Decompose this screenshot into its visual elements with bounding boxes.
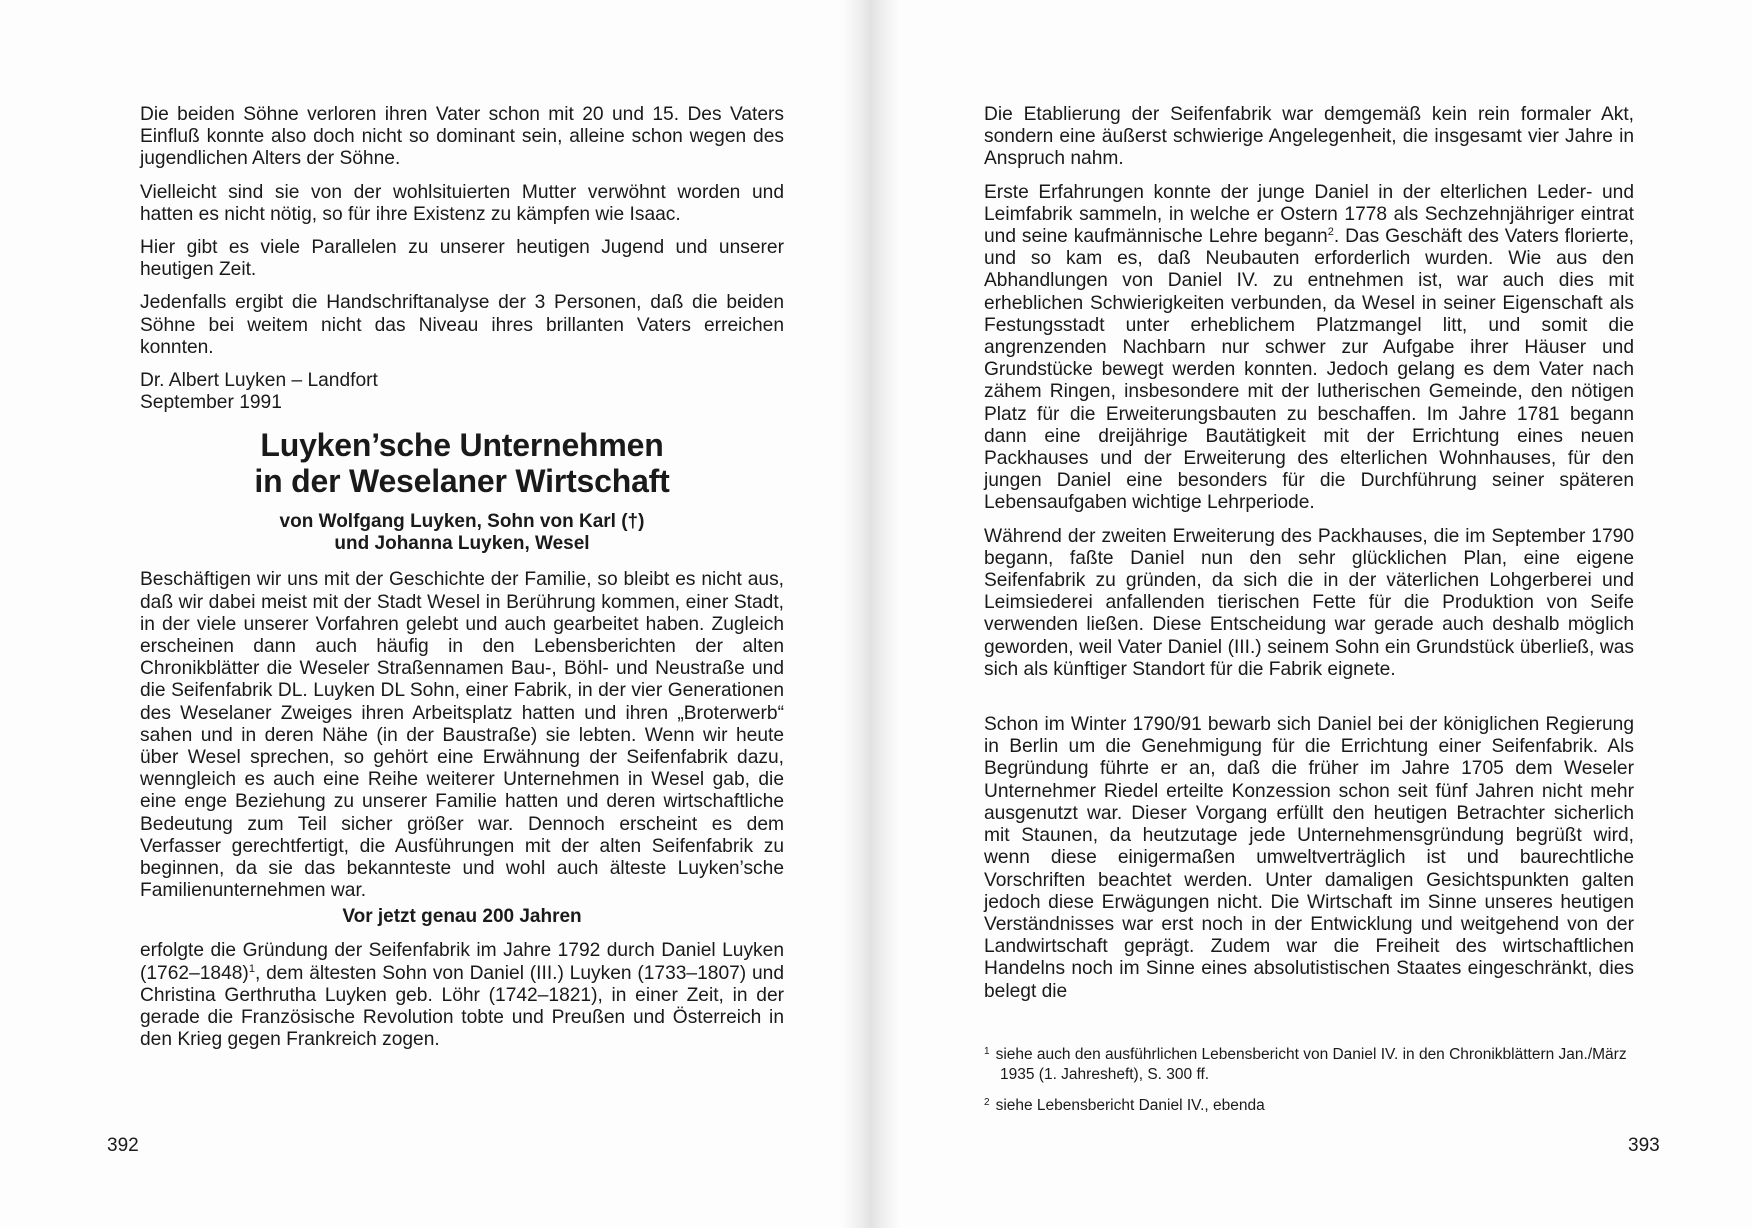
footnote-2-marker: 2	[984, 1097, 990, 1108]
authors-line-2: und Johanna Luyken, Wesel	[334, 533, 590, 555]
footnote-marker: 1	[248, 962, 255, 975]
paragraph: Schon im Winter 1790/91 bewarb sich Daniel bei der königlichen Regierung in Berlin um die Genehmigung für die Errichtung einer Seifenfabrik. Als Begründung führte er an, daß die früher im Jahre 1705 dem Weseler Unternehmer Riedel erteilte Konzession schon seit fünf Jahren nicht mehr ausgenutzt war. Dieser Vorgang erfüllt den heutigen Betrachter sicherlich mit Staunen, da heutzutage jede Unternehmensgründung begrüßt wird, wenn diese einigermaßen umweltverträglich ist und baurechtliche Vorschriften beachtet werden. Unter damaligen Gesichtspunkten galten jedoch diese Erwägungen nicht. Die Wirtschaft im Sinne unseres heutigen Verständnisses war erst noch in der Entwicklung und weitgehend von der Landwirtschaft geprägt. Zudem war die Freiheit des wirtschaftlichen Handelns noch im Sinne eines absolutistischen Staates eingeschränkt, dies belegt die	[984, 714, 1634, 1002]
paragraph: Während der zweiten Erweiterung des Packhauses, die im September 1790 begann, faßte Daniel nun den sehr glücklichen Plan, eine eigene Seifenfabrik zu gründen, da sich die in der väterlichen Lohgerberei und Leimsiederei anfallenden tierischen Fette für die Produktion von Seife verwenden ließen. Diese Entscheidung war gerade auch deshalb möglich geworden, weil Vater Daniel (III.) seinem Sohn ein Grundstück überließ, was sich als künftiger Standort für die Fabrik eignete.	[984, 525, 1634, 680]
founding-text-2: , dem ältesten Sohn von Daniel (III.) Luyken (1733–1807) und Christina Gerthrutha Luyken geb. Löhr (1742–1821), in einer Zeit, in der gerade die Französische Revolution tobte und Preußen und Österreich in den Krieg gegen Frankreich zogen.	[140, 962, 784, 1051]
paragraph: Hier gibt es viele Parallelen zu unserer heutigen Jugend und unserer heutigen Zeit.	[140, 237, 784, 281]
footnote-1-text: siehe auch den ausführlichen Lebensbericht von Daniel IV. in den Chronikblättern Jan./März 1935 (1. Jahresheft), S. 300 ff.	[995, 1046, 1627, 1083]
intro-paragraph: Beschäftigen wir uns mit der Geschichte der Familie, so bleibt es nicht aus, daß wir dabei meist mit der Stadt Wesel in Berührung kommen, einer Stadt, in der viele unserer Vorfahren gelebt und auch gearbeitet haben. Zugleich erscheinen dann auch häufig in den Lebensberichten der alten Chronikblätter die Weseler Straßennamen Bau-, Böhl- und Neustraße und die Seifenfabrik DL. Luyken DL Sohn, einer Fabrik, in der vier Generationen des Weselaner Zweiges ihren Arbeitsplatz hatten und ihren „Broterwerb“ sahen und in deren Nähe (in der Baustraße) sie lebten. Wenn wir heute über Wesel sprechen, so gehört eine Erwähnung der Seifenfabrik dazu, wenngleich es auch eine Reihe weiterer Unternehmen in Wesel gab, die eine enge Beziehung zu unserer Familie hatten und deren wirtschaftliche Bedeutung zum Teil sicher größer war. Dennoch erscheint es dem Verfasser gerechtfertigt, die Ausführungen mit der alten Seifenfabrik zu beginnen, da sie das bekannteste und wohl auch älteste Luyken’sche Familienunternehmen war.	[140, 569, 784, 902]
page-number-left: 392	[107, 1135, 139, 1156]
paragraph-text-2: . Das Geschäft des Vaters florierte, und so kam es, daß Neubauten erforderlich wurden. Wie aus den Abhandlungen von Daniel IV. zu entnehmen ist, war auch dies mit erheblichen Schwierigkeiten verbunden, da Wesel in seiner Eigenschaft als Festungsstadt unter erheblichem Platzmangel litt, und somit die angrenzenden Nachbarn nur schwer zur Aufgabe ihrer Häuser und Grundstücke bewegt werden konnten. Jedoch gelang es dem Vater nach zähem Ringen, insbesondere mit der lutherischen Gemeinde, den nötigen Platz für die Erweiterungsbauten zu beschaffen. Im Jahre 1781 begann dann eine dreijährige Bautätigkeit mit der Errichtung eines neuen Packhauses und der Erweiterung des elterlichen Wohnhauses, für den jungen Daniel eine besonders für die Durchführung seiner späteren Lebensaufgaben wichtige Lehrperiode.	[984, 226, 1634, 514]
paragraph: Vielleicht sind sie von der wohlsituierten Mutter verwöhnt worden und hatten es nicht nötig, so für ihre Existenz zu kämpfen wie Isaac.	[140, 181, 784, 225]
paragraph: Jedenfalls ergibt die Handschriftanalyse der 3 Personen, daß die beiden Söhne bei weitem nicht das Niveau ihres brillanten Vaters erreichen konnten.	[140, 292, 784, 358]
footnote-2	[984, 1093, 1634, 1116]
paragraph-text-1: Erste Erfahrungen konnte der junge Daniel in der elterlichen Leder- und Leimfabrik sammeln, in welche er Ostern 1778 als Sechzehnjähriger eintrat und seine kaufmännische Lehre begann	[984, 181, 1634, 248]
section-subheading: Vor jetzt genau 200 Jahren	[342, 906, 582, 928]
authors-line-1: von Wolfgang Luyken, Sohn von Karl (†)	[279, 511, 645, 533]
signature-date: September 1991	[140, 392, 282, 414]
right-page-text-column	[984, 104, 1634, 1003]
footnotes	[984, 1042, 1634, 1124]
footnote-2-text: siehe Lebensbericht Daniel IV., ebenda	[995, 1097, 1265, 1114]
signature-name: Dr. Albert Luyken – Landfort	[140, 370, 378, 392]
article-authors	[140, 511, 784, 555]
page-number-right: 393	[1628, 1135, 1660, 1156]
founding-paragraph	[140, 940, 784, 1051]
paragraph	[984, 182, 1634, 515]
footnote-marker: 2	[1327, 226, 1334, 239]
article-title	[140, 427, 784, 499]
footnote-1-marker: 1	[984, 1046, 990, 1057]
article-title-line-2: in der Weselaner Wirtschaft	[254, 463, 670, 500]
book-gutter	[842, 0, 900, 1228]
paragraph: Die beiden Söhne verloren ihren Vater schon mit 20 und 15. Des Vaters Einfluß konnte also doch nicht so dominant sein, alleine schon wegen des jugendlichen Alters der Söhne.	[140, 104, 784, 170]
paragraph: Die Etablierung der Seifenfabrik war demgemäß kein rein formaler Akt, sondern eine äußerst schwierige Angelegenheit, die insgesamt vier Jahre in Anspruch nahm.	[984, 104, 1634, 170]
article-title-line-1: Luyken’sche Unternehmen	[260, 427, 664, 464]
founding-text-1: erfolgte die Gründung der Seifenfabrik im Jahre 1792 durch Daniel Luyken (1762–1848)	[140, 940, 784, 984]
left-page-text-column	[140, 104, 784, 1052]
right-page	[900, 0, 1752, 1228]
left-page	[0, 0, 842, 1228]
paragraph-spacer	[984, 692, 1634, 714]
footnote-1	[984, 1042, 1634, 1085]
